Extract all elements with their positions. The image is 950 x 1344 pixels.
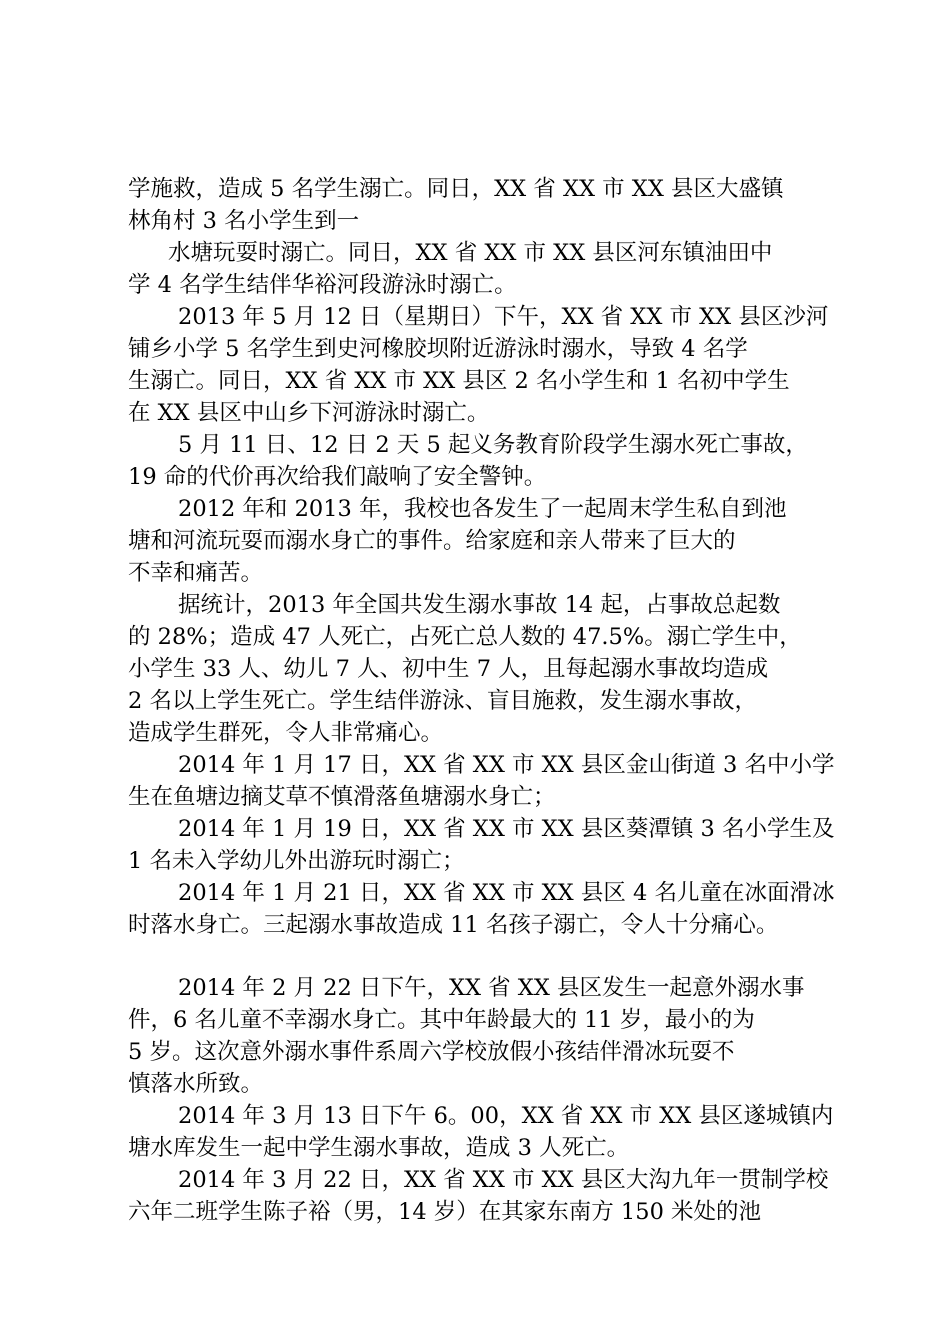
text-line: 慎落水所致。 [128,1071,264,1097]
text-line: 六年二班学生陈子裕（男，14 岁）在其家东南方 150 米处的池 [128,1199,762,1225]
text-line: 2014 年 1 月 17 日，XX 省 XX 市 XX 县区金山街道 3 名中小学 [178,752,835,778]
paragraph-7 [128,749,835,813]
text-line: 小学生 33 人、幼儿 7 人、初中生 7 人，且每起溺水事故均造成 [128,656,769,682]
text-line: 水塘玩耍时溺亡。同日，XX 省 XX 市 XX 县区河东镇油田中 [168,240,773,266]
text-line: 据统计，2013 年全国共发生溺水事故 14 起，占事故总起数 [178,592,781,618]
paragraph-2 [128,237,828,301]
text-line: 2013 年 5 月 12 日（星期日）下午，XX 省 XX 市 XX 县区沙河 [178,304,829,330]
text-line: 1 名未入学幼儿外出游玩时溺亡； [128,848,465,874]
text-line: 塘水库发生一起中学生溺水事故，造成 3 人死亡。 [128,1135,630,1161]
text-line: 19 命的代价再次给我们敲响了安全警钟。 [128,464,547,490]
paragraph-gap [128,941,828,972]
text-line: 生溺亡。同日，XX 省 XX 市 XX 县区 2 名小学生和 1 名初中学生 [128,368,790,394]
text-line: 不幸和痛苦。 [128,560,264,586]
text-line: 林角村 3 名小学生到一 [128,208,360,234]
text-line: 件，6 名儿童不幸溺水身亡。其中年龄最大的 11 岁，最小的为 [128,1007,755,1033]
text-line: 生在鱼塘边摘艾草不慎滑落鱼塘溺水身亡； [128,784,556,810]
text-line: 2014 年 2 月 22 日下午，XX 省 XX 县区发生一起意外溺水事 [178,975,805,1001]
text-line: 2 名以上学生死亡。学生结伴游泳、盲目施救，发生溺水事故， [128,688,757,714]
paragraph-1 [128,173,828,237]
text-line: 学施救，造成 5 名学生溺亡。同日，XX 省 XX 市 XX 县区大盛镇 [128,176,784,202]
text-line: 2014 年 1 月 19 日，XX 省 XX 市 XX 县区葵潭镇 3 名小学生及 [178,816,835,842]
text-line: 2014 年 3 月 13 日下午 6。00，XX 省 XX 市 XX 县区遂城镇内 [178,1103,834,1129]
text-line: 2012 年和 2013 年，我校也各发生了一起周末学生私自到池 [178,496,787,522]
text-line: 塘和河流玩耍而溺水身亡的事件。给家庭和亲人带来了巨大的 [128,528,736,554]
paragraph-8 [128,813,835,877]
paragraph-9 [128,877,835,941]
paragraph-3 [128,301,828,429]
text-line: 5 月 11 日、12 日 2 天 5 起义务教育阶段学生溺水死亡事故， [178,432,808,458]
paragraph-6 [128,589,828,749]
document-body [128,173,835,1228]
text-line: 在 XX 县区中山乡下河游泳时溺亡。 [128,400,490,426]
text-line: 2014 年 3 月 22 日，XX 省 XX 市 XX 县区大沟九年一贯制学校 [178,1167,829,1193]
paragraph-4 [128,429,828,493]
paragraph-12 [128,1164,828,1228]
text-line: 铺乡小学 5 名学生到史河橡胶坝附近游泳时溺水，导致 4 名学 [128,336,748,362]
text-line: 学 4 名学生结伴华裕河段游泳时溺亡。 [128,272,517,298]
text-line: 造成学生群死，令人非常痛心。 [128,720,444,746]
paragraph-10 [128,972,828,1100]
paragraph-5 [128,493,828,589]
text-line: 2014 年 1 月 21 日，XX 省 XX 市 XX 县区 4 名儿童在冰面滑冰 [178,880,835,906]
text-line: 5 岁。这次意外溺水事件系周六学校放假小孩结伴滑冰玩耍不 [128,1039,735,1065]
text-line: 的 28%；造成 47 人死亡，占死亡总人数的 47.5%。溺亡学生中， [128,624,802,650]
paragraph-11 [128,1100,834,1164]
text-line: 时落水身亡。三起溺水事故造成 11 名孩子溺亡，令人十分痛心。 [128,912,779,938]
